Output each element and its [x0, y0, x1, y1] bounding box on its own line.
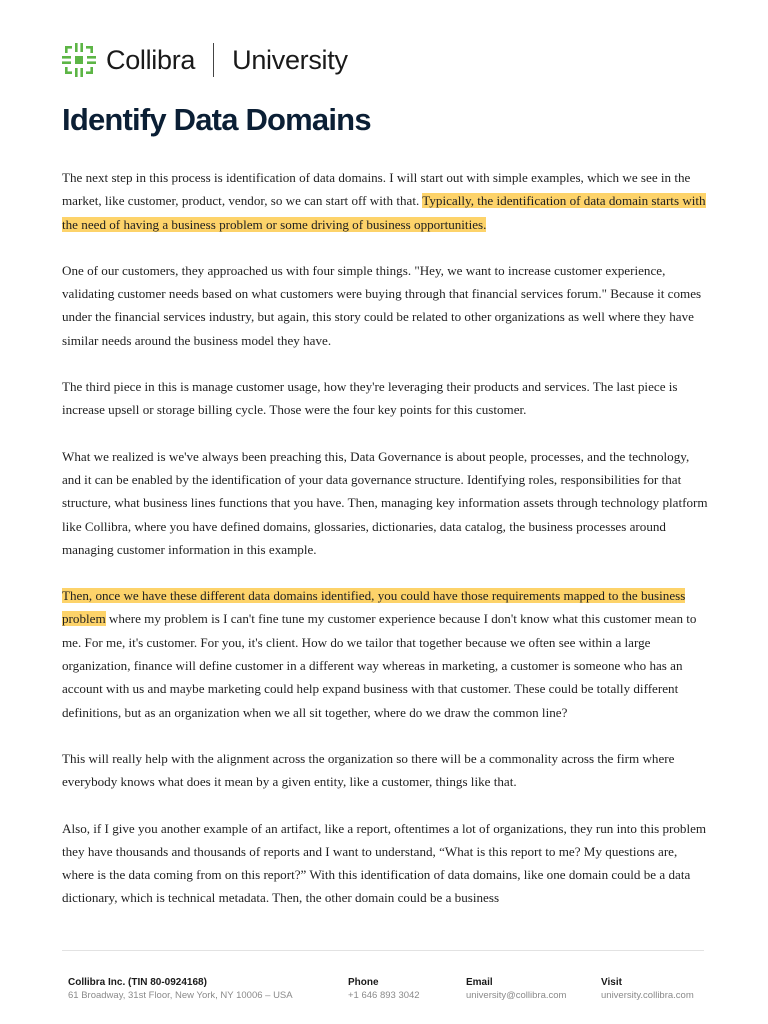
footer-visit-link[interactable]: university.collibra.com	[601, 990, 694, 1001]
brand-name: Collibra	[106, 44, 196, 75]
paragraph	[62, 817, 710, 910]
header-divider	[213, 43, 214, 77]
page-title: Identify Data Domains	[62, 102, 371, 137]
text-segment: One of our customers, they approached us with four simple things. "Hey, we want to increase customer experience, validating customer needs based on what customers were buying through that financial services forum." Because it comes under the financial services industry, but again, this story could be related to other organizations as well where they have similar needs around the business model they have.	[62, 262, 702, 348]
collibra-logo-icon	[62, 43, 96, 77]
footer-phone	[348, 976, 420, 1002]
text-segment: The next step in this process is identification of data domains. I will start out with simple examples, which we see in the market, like customer, product, vendor, so we can start off with that.	[62, 170, 691, 209]
footer-phone-heading: Phone	[348, 977, 379, 988]
text-segment: This will really help with the alignment across the organization so there will be a commonality across the firm where everybody knows what does it mean by a given entity, like a customer, things like that.	[62, 750, 675, 790]
paragraph	[62, 584, 710, 724]
text-segment: The third piece in this is manage customer usage, how they're leveraging their products and services. The last piece is increase upsell or storage billing cycle. Those were the four key points for this customer.	[62, 379, 678, 418]
paragraph	[62, 445, 710, 561]
paragraph	[62, 747, 710, 794]
footer-email-heading: Email	[466, 977, 493, 988]
paragraph	[62, 259, 710, 352]
text-segment: where my problem is I can't fine tune my customer experience because I don't know what this customer mean to me. For me, it's customer. For you, it's client. How do we tailor that together because we often see within a large organization, finance will define customer in a different way whereas in marketing, a customer is someone who has an account with us and maybe marketing could help expand business with that customer. These could be totally different definitions, but as an organization when we all sit together, where do we draw the common line?	[62, 611, 697, 720]
footer-divider	[62, 950, 704, 951]
footer-company-heading: Collibra Inc. (TIN 80-0924168)	[68, 977, 207, 988]
product-name: University	[232, 44, 348, 75]
footer-company-address: 61 Broadway, 31st Floor, New York, NY 10006 – USA	[68, 990, 293, 1001]
highlighted-text: Typically, the identification of data domain starts with the need of having a business problem or some driving of business opportunities.	[62, 193, 706, 232]
text-segment: Also, if I give you another example of an artifact, like a report, oftentimes a lot of organizations, they run into this problem they have thousands and thousands of reports and I want to understand, “What is this report to me? My questions are, where is the data coming from on this report?” With this identification of data domains, like one domain could be a data dictionary, which is technical metadata. Then, the other domain could be a business	[62, 820, 707, 906]
footer-phone-value: +1 646 893 3042	[348, 990, 420, 1001]
page-header	[62, 40, 348, 80]
highlighted-text: Then, once we have these different data domains identified, you could have those requirements mapped to the business problem	[62, 588, 686, 627]
document-body	[62, 166, 710, 933]
text-segment: What we realized is we've always been preaching this, Data Governance is about people, processes, and the technology, and it can be enabled by the identification of your data governance structure. Identifying roles, responsibilities for that structure, what business lines functions that you have. Then, managing key information assets through technology platform like Collibra, where you have defined domains, glossaries, dictionaries, data catalog, the business processes around managing customer information in this example.	[62, 448, 708, 557]
paragraph	[62, 375, 710, 422]
footer-email-link[interactable]: university@collibra.com	[466, 990, 567, 1001]
footer-company	[68, 976, 293, 1002]
footer-visit-heading: Visit	[601, 977, 622, 988]
footer-email	[466, 976, 566, 1002]
paragraph	[62, 166, 710, 236]
footer-visit	[601, 976, 694, 1002]
